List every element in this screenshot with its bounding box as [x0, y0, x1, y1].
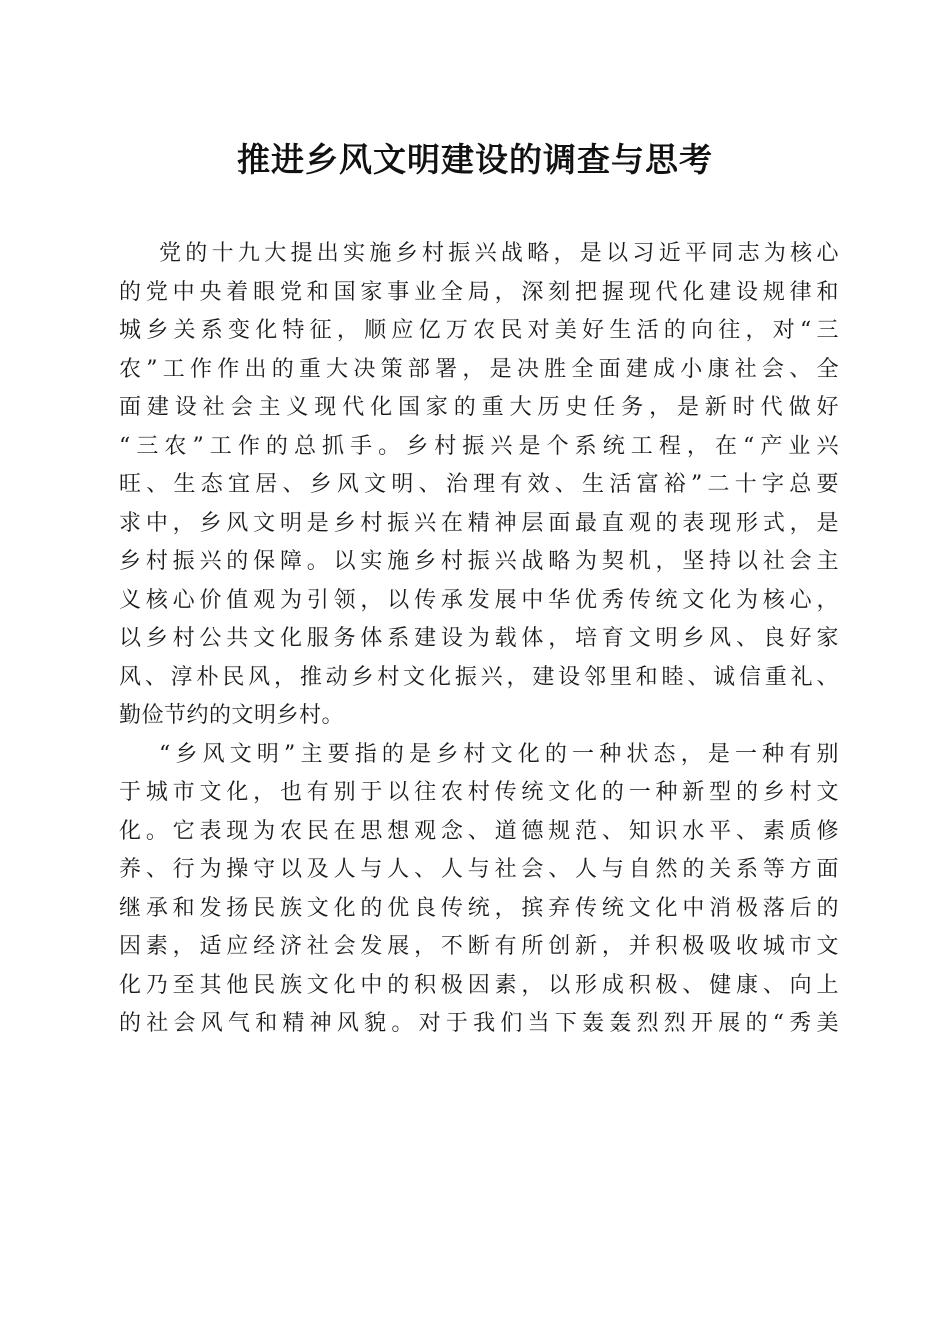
- text-line: 农”工作作出的重大决策部署，是决胜全面建成小康社会、全: [119, 356, 839, 382]
- document-body: [119, 235, 839, 1044]
- text-line: “三农”工作的总抓手。乡村振兴是个系统工程，在“产业兴: [119, 433, 839, 459]
- text-line: 风、淳朴民风，推动乡村文化振兴，建设邻里和睦、诚信重礼、: [119, 664, 839, 690]
- text-line: “乡风文明”主要指的是乡村文化的一种状态，是一种有别: [159, 741, 839, 767]
- text-line: 继承和发扬民族文化的优良传统，摈弃传统文化中消极落后的: [119, 895, 839, 921]
- text-line: 乡村振兴的保障。以实施乡村振兴战略为契机，坚持以社会主: [119, 549, 839, 574]
- text-line: 的党中央着眼党和国家事业全局，深刻把握现代化建设规律和: [119, 279, 839, 305]
- text-line: 养、行为操守以及人与人、人与社会、人与自然的关系等方面: [119, 857, 839, 882]
- text-line: 以乡村公共文化服务体系建设为载体，培育文明乡风、良好家: [119, 626, 839, 651]
- text-line: 的社会风气和精神风貌。对于我们当下轰轰烈烈开展的“秀美: [119, 1011, 839, 1036]
- text-line: 党的十九大提出实施乡村振兴战略，是以习近平同志为核心: [159, 241, 839, 266]
- text-line: 勤俭节约的文明乡村。: [119, 703, 345, 728]
- text-line: 化乃至其他民族文化中的积极因素，以形成积极、健康、向上: [119, 972, 839, 998]
- document-title: 推进乡风文明建设的调查与思考: [237, 140, 713, 179]
- text-line: 求中，乡风文明是乡村振兴在精神层面最直观的表现形式，是: [119, 510, 839, 536]
- text-line: 化。它表现为农民在思想观念、道德规范、知识水平、素质修: [119, 818, 839, 844]
- text-line: 义核心价值观为引领，以传承发展中华优秀传统文化为核心，: [119, 587, 839, 613]
- text-line: 因素，适应经济社会发展，不断有所创新，并积极吸收城市文: [119, 934, 839, 959]
- text-line: 于城市文化，也有别于以往农村传统文化的一种新型的乡村文: [119, 780, 839, 805]
- text-line: 面建设社会主义现代化国家的重大历史任务，是新时代做好: [119, 395, 839, 420]
- text-line: 旺、生态宜居、乡风文明、治理有效、生活富裕”二十字总要: [119, 472, 839, 497]
- text-line: 城乡关系变化特征，顺应亿万农民对美好生活的向往，对“三: [119, 318, 839, 343]
